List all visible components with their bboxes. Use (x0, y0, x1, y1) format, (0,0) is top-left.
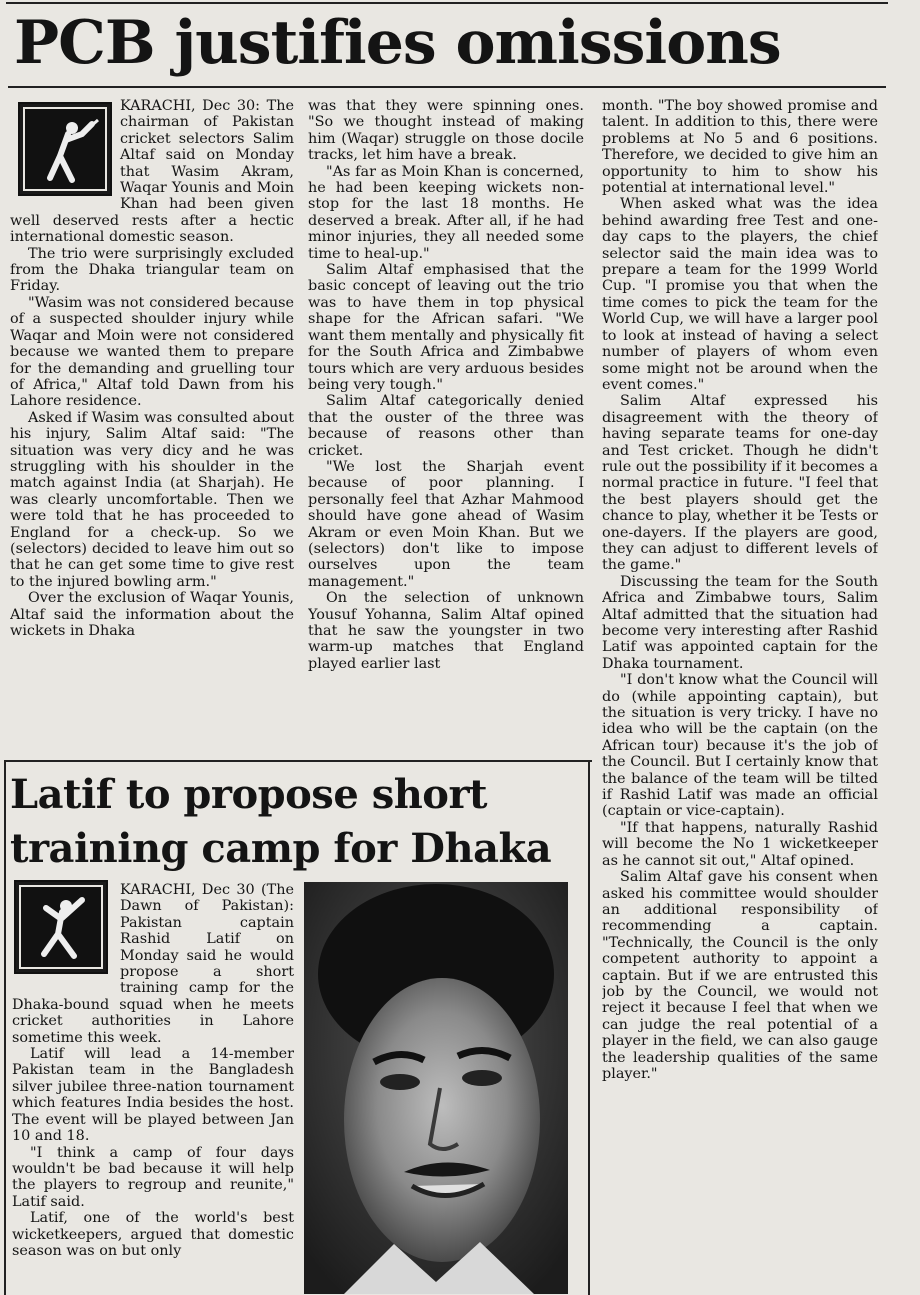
top-rule (6, 2, 888, 4)
headline-latif-line2: training camp for Dhaka (10, 825, 552, 872)
article1-para: Asked if Wasim was consulted about his injury, Salim Altaf said: "The situation was very dicy and he was struggling with his shoulder in the match against India (at Sharjah). He was clearly uncomfortable. Then we were told that he has proceeded to England for a check-up. So we (selectors) decided to leave him out so that he can get some time to give rest to the injured bowling arm." (10, 409, 294, 590)
article1-column-1 (10, 98, 294, 758)
article1-column-3 (602, 98, 878, 1290)
headline-latif (10, 768, 585, 876)
article1-para: Salim Altaf categorically denied that the ouster of the three was because of reasons other than cricket. (308, 393, 584, 459)
article1-para: "As far as Moin Khan is concerned, he had been keeping wickets non-stop for the last 18 months. He deserved a break. After all, if he had minor injuries, they all needed some time to heal-up." (308, 163, 584, 262)
article2-box-right (588, 760, 590, 1295)
article1-para: month. "The boy showed promise and talent. In addition to this, there were problems at No 5 and 6 positions. Therefore, we decided to give him an opportunity to him to show his potential at international level." (602, 98, 878, 197)
article2-para: Latif, one of the world's best wicketkeepers, argued that domestic season was on but only (12, 1210, 294, 1259)
article2-box-top (4, 760, 592, 762)
player-portrait-photo (304, 882, 568, 1294)
article2-column-1 (12, 882, 294, 1294)
article1-para: was that they were spinning ones. "So we thought instead of making him (Waqar) struggle on those docile tracks, let him have a break. (308, 98, 584, 164)
article1-para: Salim Altaf emphasised that the basic concept of leaving out the trio was to have them in top physical shape for the African safari. "We want them mentally and physically fit for the South Africa and Zimbabwe tours which are very arduous besides being very tough." (308, 262, 584, 393)
article1-column-2 (308, 98, 584, 758)
headline-pcb: PCB justifies omissions (14, 8, 781, 78)
article1-para: On the selection of unknown Yousuf Yohanna, Salim Altaf opined that he saw the youngster in two warm-up matches that England played earlier last (308, 590, 584, 672)
article2-lead: KARACHI, Dec 30 (The Dawn of Pakistan): Pakistan captain Rashid Latif on Monday said he would propose a short training camp for the Dhaka-bound squad when he meets cricket authorities in Lahore sometime this week. (12, 882, 294, 1046)
article1-para: "We lost the Sharjah event because of poor planning. I personally feel that Azhar Mahmood should have gone ahead of Wasim Akram or even Moin Khan. But we (selectors) don't like to impose ourselves upon the team management." (308, 458, 584, 590)
article1-para: When asked what was the idea behind awarding free Test and one-day caps to the players, the chief selector said the main idea was to prepare a team for the 1999 World Cup. "I promise you that when the time comes to pick the team for the World Cup, we will have a larger pool to look at instead of having a select number of players of whom even some might not be around when the event comes." (602, 196, 878, 393)
article1-para: Discussing the team for the South Africa and Zimbabwe tours, Salim Altaf admitted that the situation had become very interesting after Rashid Latif was appointed captain for the Dhaka tournament. (602, 573, 878, 672)
article1-para: "I don't know what the Council will do (while appointing captain), but the situation is very tricky. I have no idea who will be the captain (on the African tour) because it's the job of the Council. But I certainly know that the balance of the team will be tilted if Rashid Latif was made an official (captain or vice-captain). (602, 672, 878, 820)
headline-latif-line1: Latif to propose short (10, 771, 488, 818)
article1-para: Over the exclusion of Waqar Younis, Altaf said the information about the wickets in Dhaka (10, 590, 294, 639)
article1-para: "If that happens, naturally Rashid will become the No 1 wicketkeeper as he cannot sit out," Altaf opined. (602, 819, 878, 869)
article1-para: "Wasim was not considered because of a suspected shoulder injury while Waqar and Moin were not considered because we wanted them to prepare for the demanding and gruelling tour of Africa," Altaf told Dawn from his Lahore residence. (10, 294, 294, 410)
article1-para: Salim Altaf expressed his disagreement with the theory of having separate teams for one-day and Test cricket. Though he didn't rule out the possibility if it becomes a normal practice in future. "I feel that the best players should get the chance to play, whether it be Tests or one-dayers. If the players are good, they can adjust to different levels of the game." (602, 393, 878, 574)
article2-para: "I think a camp of four days wouldn't be bad because it will help the players to regroup and reunite," Latif said. (12, 1144, 294, 1210)
article2-para: Latif will lead a 14-member Pakistan team in the Bangladesh silver jubilee three-nation tournament which features India besides the host. The event will be played between Jan 10 and 18. (12, 1046, 294, 1145)
article1-lead: KARACHI, Dec 30: The chairman of Pakistan cricket selectors Salim Altaf said on Monday that Wasim Akram, Waqar Younis and Moin Khan had been given well deserved rests after a hectic international domestic season. (10, 98, 294, 246)
article2-box-left (4, 760, 6, 1295)
article1-para: Salim Altaf gave his consent when asked his committee would shoulder an additional responsibility of recommending a captain. "Technically, the Council is the only competent authority to appoint a captain. But if we are entrusted this job by the Council, we would not reject it because I feel that when we can judge the real potential of a player in the field, we can also gauge the leadership qualities of the same player." (602, 869, 878, 1082)
article1-para: The trio were surprisingly excluded from the Dhaka triangular team on Friday. (10, 245, 294, 295)
headline-rule (8, 86, 886, 88)
